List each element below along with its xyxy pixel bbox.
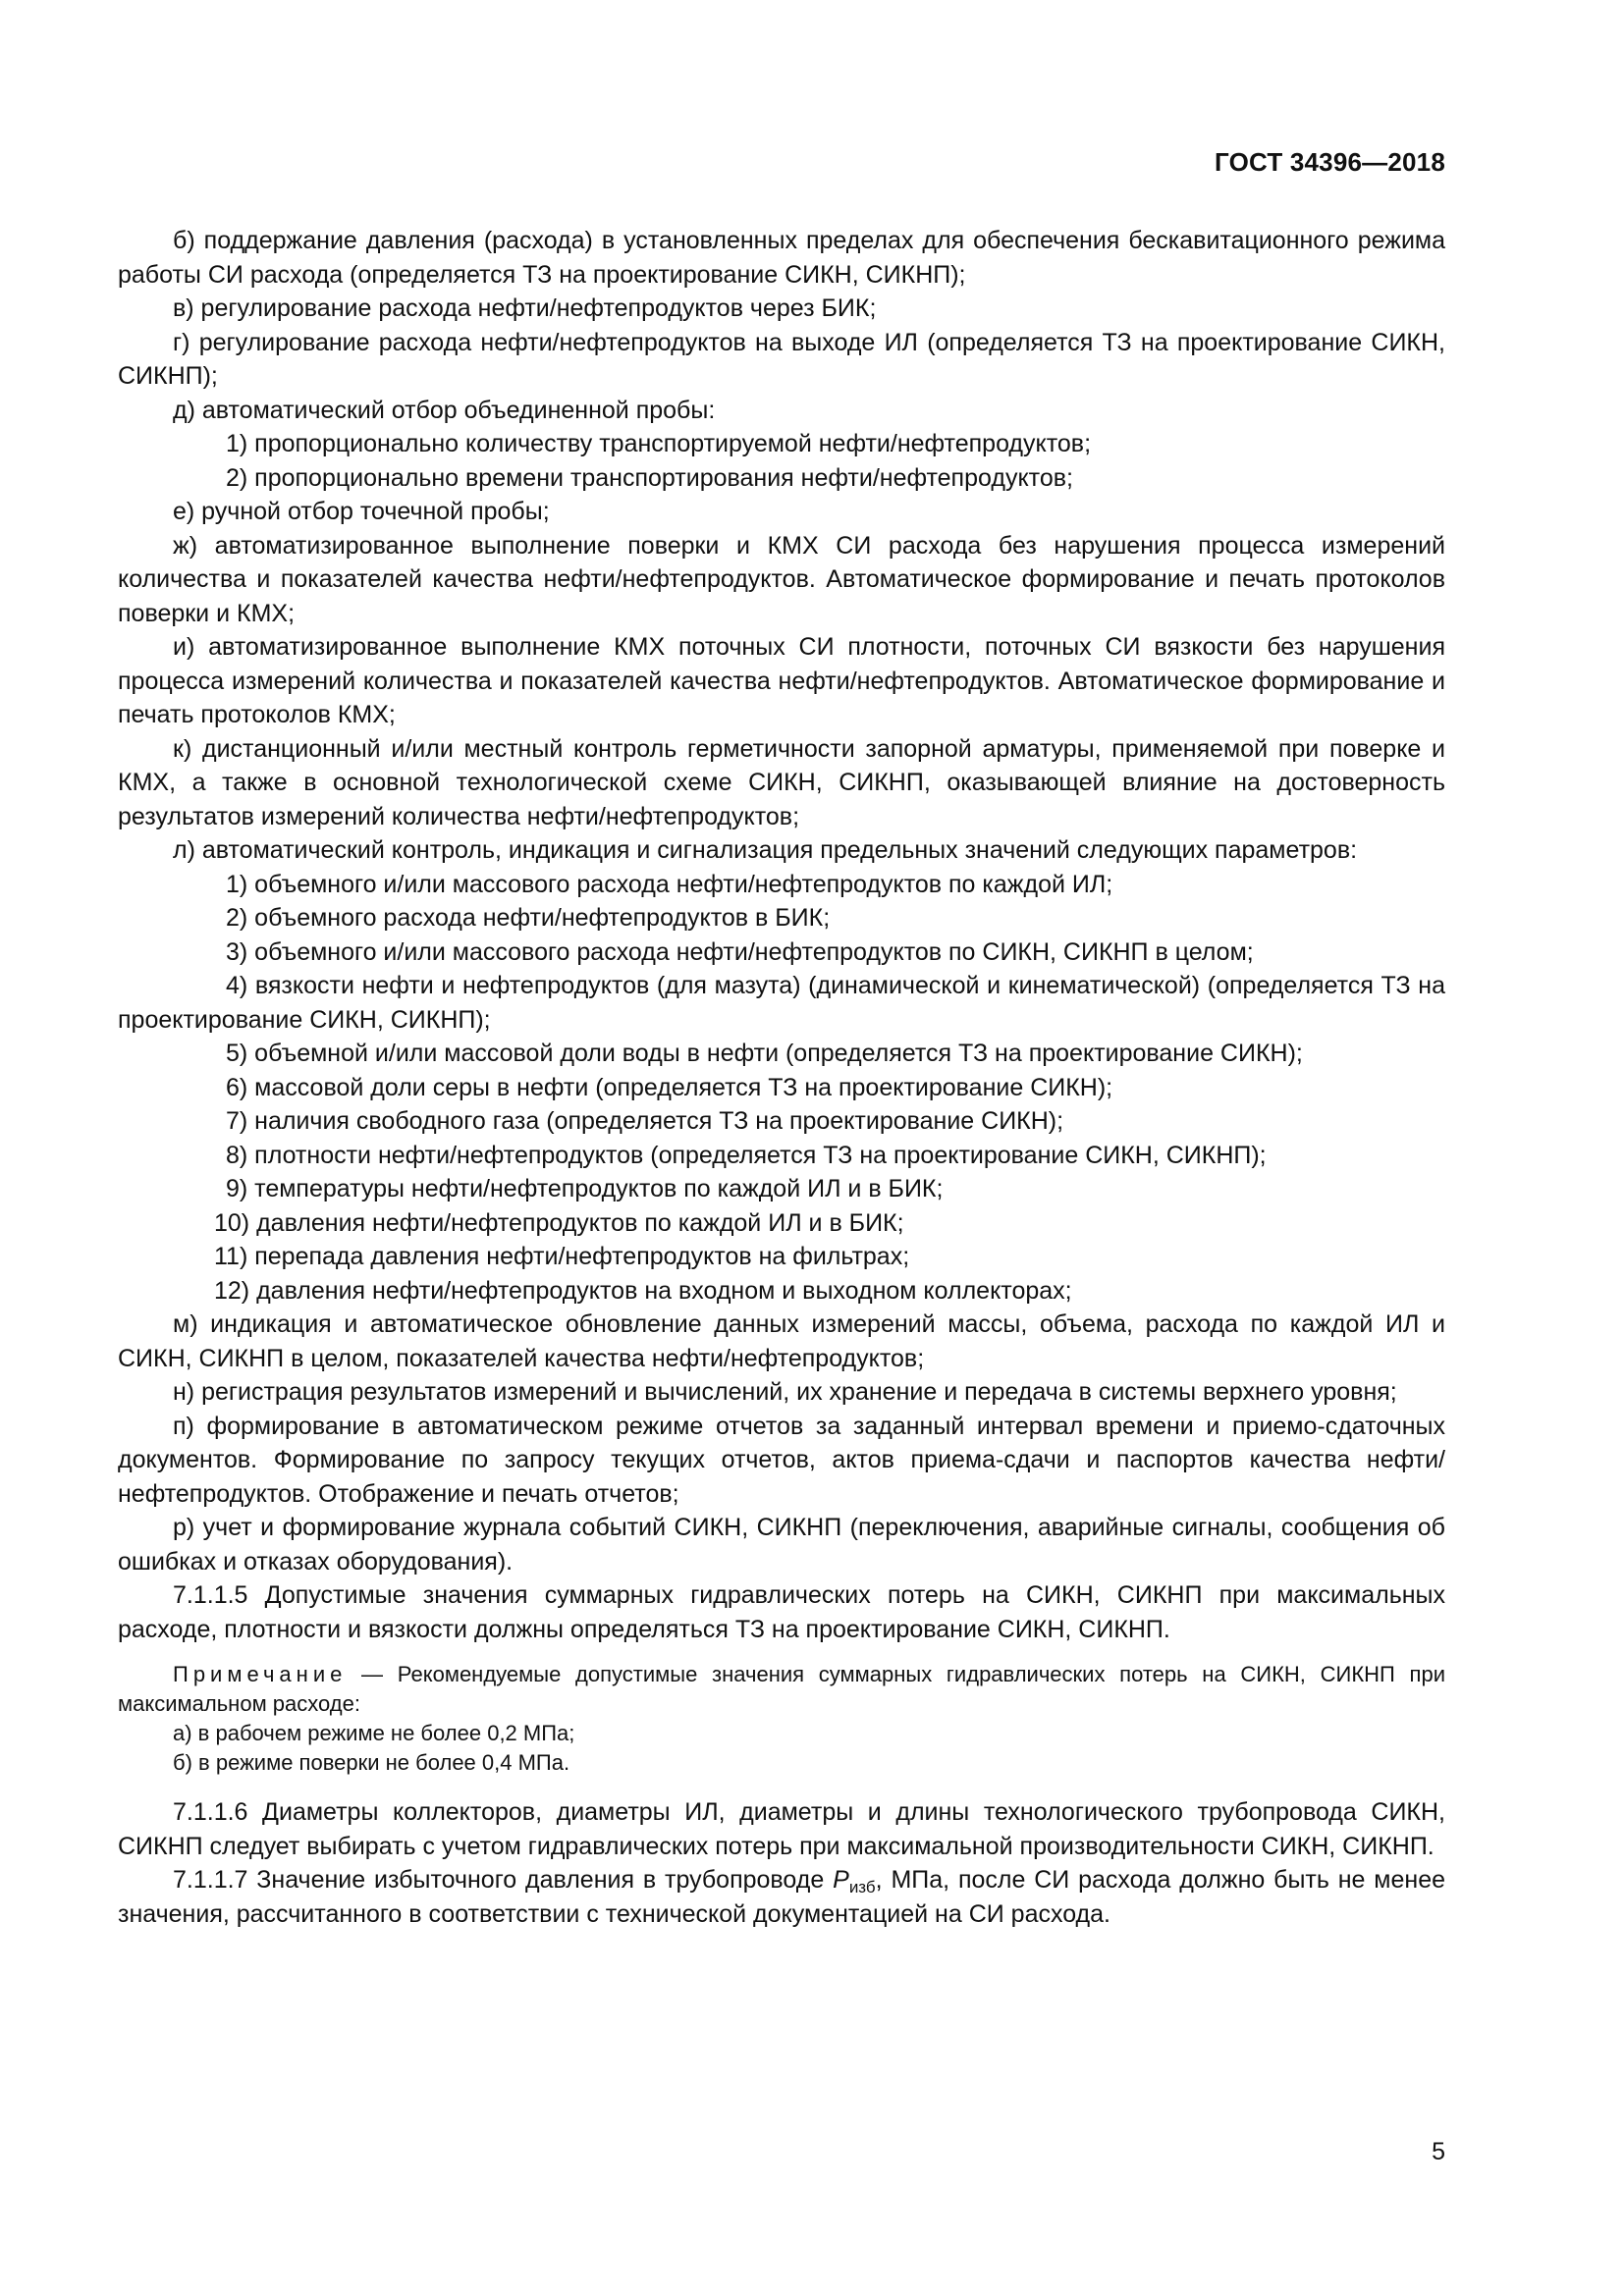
- note-item: а) в рабочем режиме не более 0,2 МПа;: [173, 1721, 575, 1745]
- list-item: 1) пропорционально количеству транспортируемой нефти/нефтепродуктов;: [226, 430, 1092, 457]
- note-paragraph: [118, 1660, 1445, 1719]
- note-label: Примечание: [173, 1662, 348, 1686]
- paragraph: к) дистанционный и/или местный контроль герметичности запорной арматуры, применяемой при поверке и КМХ, а также в основной технологической схеме СИКН, СИКНП, оказывающей влияние на достоверность результатов измерений количества нефти/нефтепродуктов;: [118, 734, 1445, 830]
- paragraph: в) регулирование расхода нефти/нефтепродуктов через БИК;: [173, 294, 877, 322]
- note-item: б) в режиме поверки не более 0,4 МПа.: [173, 1750, 570, 1775]
- list-item: 2) объемного расхода нефти/нефтепродуктов в БИК;: [226, 904, 831, 932]
- paragraph: ж) автоматизированное выполнение поверки и КМХ СИ расхода без нарушения процесса измерений количества и показателей качества нефти/нефтепродуктов. Автоматическое формирование и печать протоколов поверки и КМХ;: [118, 531, 1445, 627]
- paragraph: л) автоматический контроль, индикация и сигнализация предельных значений следующих параметров:: [173, 836, 1358, 864]
- paragraph: е) ручной отбор точечной пробы;: [173, 498, 550, 525]
- document-header: ГОСТ 34396—2018: [1215, 147, 1445, 177]
- document-body: [118, 224, 1445, 1931]
- paragraph: 7.1.1.6 Диаметры коллекторов, диаметры ИЛ, диаметры и длины технологического трубопровода СИКН, СИКНП следует выбирать с учетом гидравлических потерь при максимальной производительности СИКН, СИКНП.: [118, 1798, 1445, 1860]
- list-item: 9) температуры нефти/нефтепродуктов по каждой ИЛ и в БИК;: [226, 1175, 944, 1202]
- paragraph: д) автоматический отбор объединенной пробы:: [173, 396, 716, 424]
- list-item: 7) наличия свободного газа (определяется ТЗ на проектирование СИКН);: [226, 1107, 1064, 1135]
- paragraph: м) индикация и автоматическое обновление данных измерений массы, объема, расхода по каждой ИЛ и СИКН, СИКНП в целом, показателей качества нефти/нефтепродуктов;: [118, 1310, 1445, 1372]
- page-number: 5: [1432, 2138, 1445, 2165]
- p717-after: , МПа, после СИ расхода должно быть не менее значения, рассчитанного в соответствии с технической документацией на СИ расхода.: [118, 1866, 1445, 1928]
- pressure-symbol: P: [833, 1866, 849, 1894]
- note-block: [118, 1660, 1445, 1778]
- paragraph: и) автоматизированное выполнение КМХ поточных СИ плотности, поточных СИ вязкости без нарушения процесса измерений количества и показателей качества нефти/нефтепродуктов. Автоматическое формирование и печать протоколов КМХ;: [118, 633, 1445, 728]
- list-item: 2) пропорционально времени транспортирования нефти/нефтепродуктов;: [226, 463, 1073, 492]
- paragraph: 7.1.1.5 Допустимые значения суммарных гидравлических потерь на СИКН, СИКНП при максимальных расходе, плотности и вязкости должны определяться ТЗ на проектирование СИКН, СИКНП.: [118, 1581, 1445, 1643]
- paragraph: г) регулирование расхода нефти/нефтепродуктов на выходе ИЛ (определяется ТЗ на проектирование СИКН, СИКНП);: [118, 328, 1445, 390]
- list-item: 11) перепада давления нефти/нефтепродуктов на фильтрах;: [214, 1243, 910, 1270]
- list-item: 1) объемного и/или массового расхода нефти/нефтепродуктов по каждой ИЛ;: [226, 870, 1113, 898]
- paragraph: п) формирование в автоматическом режиме отчетов за заданный интервал времени и приемо-сдаточных документов. Формирование по запросу текущих отчетов, актов приема-сдачи и паспортов качества нефти/нефтепродуктов. Отображение и печать отчетов;: [118, 1412, 1445, 1508]
- list-item: 4) вязкости нефти и нефтепродуктов (для мазута) (динамической и кинематической) (определяется ТЗ на проектирование СИКН, СИКНП);: [118, 972, 1445, 1034]
- pressure-subscript: изб: [848, 1878, 876, 1896]
- list-item: 6) массовой доли серы в нефти (определяется ТЗ на проектирование СИКН);: [226, 1073, 1113, 1101]
- list-item: 10) давления нефти/нефтепродуктов по каждой ИЛ и в БИК;: [214, 1208, 904, 1237]
- list-item: 3) объемного и/или массового расхода нефти/нефтепродуктов по СИКН, СИКНП в целом;: [226, 937, 1254, 966]
- paragraph: б) поддержание давления (расхода) в установленных пределах для обеспечения бескавитационного режима работы СИ расхода (определяется ТЗ на проектирование СИКН, СИКНП);: [118, 227, 1445, 289]
- paragraph: [118, 1863, 1445, 1931]
- list-item: 5) объемной и/или массовой доли воды в нефти (определяется ТЗ на проектирование СИКН);: [226, 1040, 1303, 1067]
- list-item: 8) плотности нефти/нефтепродуктов (определяется ТЗ на проектирование СИКН, СИКНП);: [226, 1141, 1267, 1169]
- list-item: 12) давления нефти/нефтепродуктов на входном и выходном коллекторах;: [214, 1276, 1072, 1305]
- p717-before: 7.1.1.7 Значение избыточного давления в трубопроводе: [173, 1866, 834, 1894]
- paragraph: н) регистрация результатов измерений и вычислений, их хранение и передача в системы верхнего уровня;: [173, 1378, 1397, 1406]
- paragraph: р) учет и формирование журнала событий СИКН, СИКНП (переключения, аварийные сигналы, сообщения об ошибках и отказах оборудования).: [118, 1514, 1445, 1575]
- note-text: — Рекомендуемые допустимые значения суммарных гидравлических потерь на СИКН, СИКНП при максимальном расходе:: [118, 1662, 1445, 1716]
